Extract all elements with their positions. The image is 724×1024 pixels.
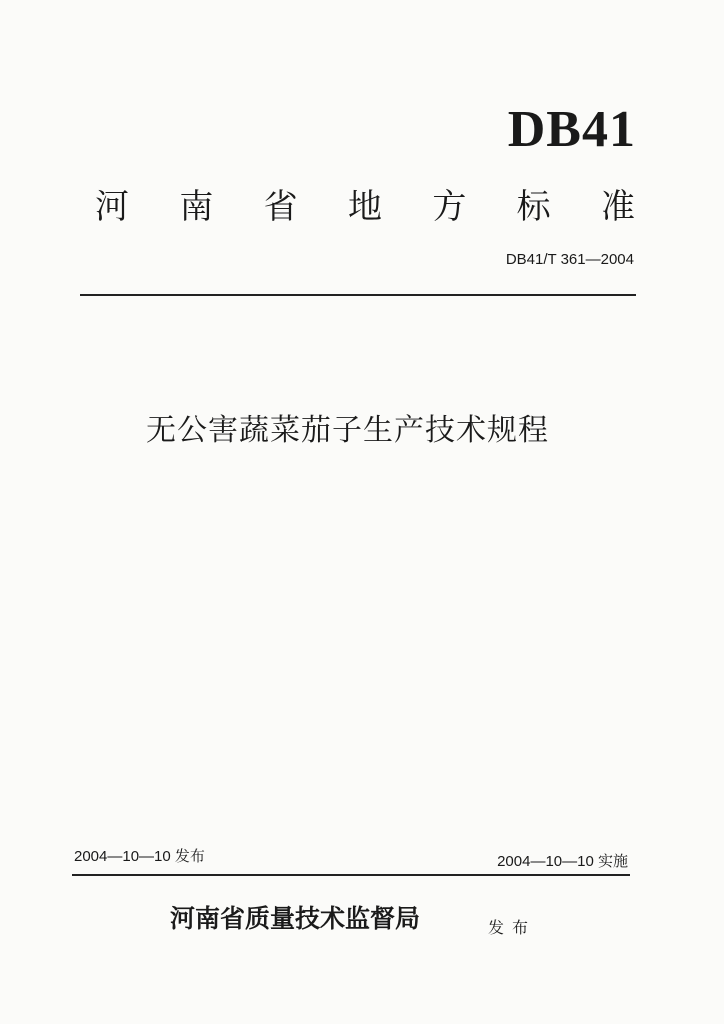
heading-char: 标 (516, 187, 551, 227)
heading-char: 南 (179, 187, 214, 227)
heading-char: 地 (347, 187, 382, 227)
heading-char: 省 (263, 187, 298, 227)
standard-code-large: DB41 (507, 101, 636, 158)
standard-number: DB41/T 361—2004 (505, 251, 634, 268)
heading-char: 准 (600, 187, 635, 227)
issuing-authority: 河南省质量技术监督局 (170, 904, 421, 933)
top-divider (80, 294, 636, 296)
issue-date: 2004—10—10 发布 (74, 848, 205, 865)
bottom-divider (72, 874, 630, 876)
standard-type-heading (95, 187, 635, 227)
heading-char: 河 (95, 187, 129, 227)
heading-char: 方 (432, 187, 467, 227)
issuing-label: 发布 (488, 918, 537, 937)
effective-date: 2004—10—10 实施 (497, 853, 628, 870)
document-title: 无公害蔬菜茄子生产技术规程 (146, 413, 549, 448)
